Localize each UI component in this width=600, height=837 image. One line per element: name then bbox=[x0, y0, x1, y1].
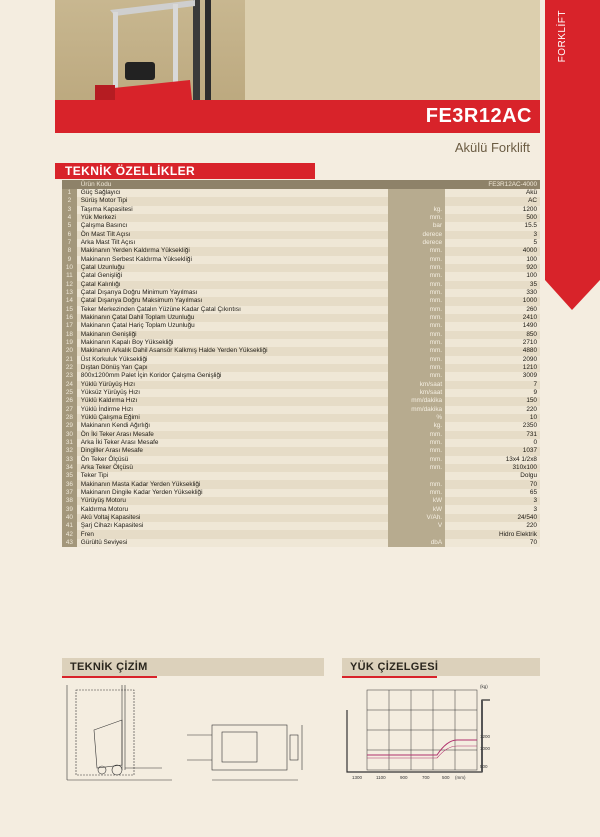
spec-row-unit: mm. bbox=[388, 322, 445, 330]
spec-row-label: Makinanın Yerden Kaldırma Yüksekliği bbox=[77, 247, 388, 255]
category-tab bbox=[545, 0, 600, 280]
spec-row-unit: kg. bbox=[388, 422, 445, 430]
spec-row-number: 13 bbox=[62, 289, 77, 297]
spec-row bbox=[62, 197, 540, 205]
spec-row-label: Makinanın Arkalık Dahil Asansör Kalkmış Halde Yerden Yüksekliği bbox=[77, 347, 388, 355]
model-subtitle: Akülü Forklift bbox=[454, 140, 530, 155]
load-y-tick: 500 bbox=[480, 764, 488, 769]
spec-row bbox=[62, 247, 540, 255]
spec-row-label: 800x1200mm Palet İçin Koridor Çalışma Genişliği bbox=[77, 372, 388, 380]
spec-row-number: 3 bbox=[62, 206, 77, 214]
spec-row-unit: mm. bbox=[388, 447, 445, 455]
spec-row-value: 65 bbox=[445, 489, 540, 497]
spec-row-value: 731 bbox=[445, 431, 540, 439]
load-y-tick: 1000 bbox=[480, 746, 491, 751]
spec-row-number: 37 bbox=[62, 489, 77, 497]
spec-row-value: 5 bbox=[445, 239, 540, 247]
spec-row-label: Çatal Dışarıya Doğru Minimum Yayılması bbox=[77, 289, 388, 297]
spec-row bbox=[62, 464, 540, 472]
spec-row bbox=[62, 306, 540, 314]
spec-row-number: 33 bbox=[62, 456, 77, 464]
spec-row-unit: mm. bbox=[388, 347, 445, 355]
spec-row-number: 17 bbox=[62, 322, 77, 330]
spec-row bbox=[62, 189, 540, 197]
spec-row-value: 1037 bbox=[445, 447, 540, 455]
spec-row-value: 4000 bbox=[445, 247, 540, 255]
spec-row-label: Şarj Cihazı Kapasitesi bbox=[77, 522, 388, 530]
spec-row bbox=[62, 431, 540, 439]
spec-row bbox=[62, 414, 540, 422]
spec-row-label: Makinanın Çatal Dahil Toplam Uzunluğu bbox=[77, 314, 388, 322]
spec-row-label: Çatal Genişliği bbox=[77, 272, 388, 280]
spec-row-number: 11 bbox=[62, 272, 77, 280]
load-x-tick: 1300 bbox=[352, 775, 363, 780]
spec-row bbox=[62, 472, 540, 480]
spec-row-number: 42 bbox=[62, 530, 77, 538]
spec-row-number: 25 bbox=[62, 389, 77, 397]
spec-row bbox=[62, 530, 540, 538]
spec-row-unit: derece bbox=[388, 231, 445, 239]
spec-header-value: FE3R12AC-4000 bbox=[445, 180, 540, 189]
spec-row bbox=[62, 281, 540, 289]
spec-row bbox=[62, 406, 540, 414]
spec-row-label: Makinanın Çatal Hariç Toplam Uzunluğu bbox=[77, 322, 388, 330]
spec-row-label: Çatal Uzunluğu bbox=[77, 264, 388, 272]
spec-row-label: Yük Merkezi bbox=[77, 214, 388, 222]
tech-drawing-title: TEKNİK ÇİZİM bbox=[70, 661, 148, 673]
spec-row-unit: mm. bbox=[388, 439, 445, 447]
spec-row-unit: mm. bbox=[388, 272, 445, 280]
load-x-tick: 1100 bbox=[376, 775, 386, 780]
spec-row-unit: V bbox=[388, 522, 445, 530]
spec-row-label: Gürültü Seviyesi bbox=[77, 539, 388, 547]
spec-row-unit: mm. bbox=[388, 372, 445, 380]
spec-title-bar bbox=[55, 163, 315, 179]
spec-row-number: 38 bbox=[62, 497, 77, 505]
spec-row-label: Ön Mast Tilt Açısı bbox=[77, 231, 388, 239]
spec-row-value: 3009 bbox=[445, 372, 540, 380]
spec-row-unit: % bbox=[388, 414, 445, 422]
spec-row bbox=[62, 364, 540, 372]
spec-row-value: 7 bbox=[445, 381, 540, 389]
spec-row-value: 3 bbox=[445, 231, 540, 239]
spec-row-unit: V/Ah. bbox=[388, 514, 445, 522]
spec-row bbox=[62, 422, 540, 430]
spec-row bbox=[62, 456, 540, 464]
spec-row-label: Makinanın Masta Kadar Yerden Yüksekliği bbox=[77, 480, 388, 488]
spec-row-label: Çatal Dışarıya Doğru Maksimum Yayılması bbox=[77, 297, 388, 305]
spec-row-value: 220 bbox=[445, 406, 540, 414]
spec-row-value: Hidro Elektrik bbox=[445, 530, 540, 538]
spec-row-label: Makinanın Kapalı Boy Yüksekliği bbox=[77, 339, 388, 347]
spec-row-unit: mm. bbox=[388, 456, 445, 464]
spec-row-value: 220 bbox=[445, 522, 540, 530]
spec-row-label: Sürüş Motor Tipi bbox=[77, 197, 388, 205]
spec-row-value: 3 bbox=[445, 505, 540, 513]
spec-row-label: Akü Voltaj Kapasitesi bbox=[77, 514, 388, 522]
spec-row bbox=[62, 214, 540, 222]
spec-row bbox=[62, 372, 540, 380]
spec-row-unit: km/saat bbox=[388, 381, 445, 389]
spec-row bbox=[62, 322, 540, 330]
spec-row-number: 31 bbox=[62, 439, 77, 447]
spec-row-number: 20 bbox=[62, 347, 77, 355]
spec-row-label: Yüklü Kaldırma Hızı bbox=[77, 397, 388, 405]
spec-row-unit bbox=[388, 189, 445, 197]
load-x-tick: 500 bbox=[442, 775, 450, 780]
spec-row-unit: mm. bbox=[388, 364, 445, 372]
spec-row-label: Makinanın Kendi Ağırlığı bbox=[77, 422, 388, 430]
spec-row-unit: mm. bbox=[388, 356, 445, 364]
spec-table bbox=[62, 180, 540, 547]
spec-row-unit: mm. bbox=[388, 264, 445, 272]
hero-image bbox=[55, 0, 540, 100]
spec-row bbox=[62, 222, 540, 230]
spec-row-number: 26 bbox=[62, 397, 77, 405]
spec-row-unit: kg. bbox=[388, 206, 445, 214]
spec-row-label: Teker Tipi bbox=[77, 472, 388, 480]
spec-row-number: 35 bbox=[62, 472, 77, 480]
spec-row-label: Makinanın Genişliği bbox=[77, 331, 388, 339]
load-x-unit: (mm) bbox=[455, 775, 466, 780]
spec-row-number: 40 bbox=[62, 514, 77, 522]
spec-row-number: 27 bbox=[62, 406, 77, 414]
spec-row-label: Arka Teker Ölçüsü bbox=[77, 464, 388, 472]
spec-row-value: 10 bbox=[445, 414, 540, 422]
spec-row-value: 15.5 bbox=[445, 222, 540, 230]
spec-row bbox=[62, 264, 540, 272]
spec-row-number: 32 bbox=[62, 447, 77, 455]
spec-row-unit: derece bbox=[388, 239, 445, 247]
spec-row-number: 8 bbox=[62, 247, 77, 255]
spec-row bbox=[62, 314, 540, 322]
spec-row-value: 70 bbox=[445, 539, 540, 547]
spec-row-number: 18 bbox=[62, 331, 77, 339]
spec-row bbox=[62, 522, 540, 530]
spec-row-value: 35 bbox=[445, 281, 540, 289]
spec-row-unit: mm. bbox=[388, 306, 445, 314]
spec-row-label: Makinanın Serbest Kaldırma Yüksekliği bbox=[77, 256, 388, 264]
spec-row-number: 23 bbox=[62, 372, 77, 380]
spec-row bbox=[62, 289, 540, 297]
spec-row-number: 16 bbox=[62, 314, 77, 322]
spec-row-unit: mm. bbox=[388, 339, 445, 347]
spec-row bbox=[62, 497, 540, 505]
spec-row-label: Fren bbox=[77, 530, 388, 538]
spec-row-number: 43 bbox=[62, 539, 77, 547]
load-x-tick: 700 bbox=[422, 775, 430, 780]
spec-title: TEKNİK ÖZELLİKLER bbox=[65, 164, 196, 178]
spec-row bbox=[62, 381, 540, 389]
spec-row-value: AC bbox=[445, 197, 540, 205]
spec-row-unit: mm. bbox=[388, 297, 445, 305]
spec-row-value: 2090 bbox=[445, 356, 540, 364]
spec-header-row bbox=[62, 180, 540, 189]
spec-row-number: 14 bbox=[62, 297, 77, 305]
spec-row bbox=[62, 272, 540, 280]
spec-row-number: 24 bbox=[62, 381, 77, 389]
spec-row-value: 1200 bbox=[445, 206, 540, 214]
spec-row-value: 920 bbox=[445, 264, 540, 272]
spec-row-label: Kaldırma Motoru bbox=[77, 505, 388, 513]
spec-row-value: 70 bbox=[445, 480, 540, 488]
spec-row bbox=[62, 514, 540, 522]
spec-row-number: 4 bbox=[62, 214, 77, 222]
spec-row-unit: mm. bbox=[388, 289, 445, 297]
spec-row-number: 19 bbox=[62, 339, 77, 347]
spec-row-label: Çalışma Basıncı bbox=[77, 222, 388, 230]
spec-row-value: 0 bbox=[445, 439, 540, 447]
spec-row bbox=[62, 539, 540, 547]
spec-row-number: 28 bbox=[62, 414, 77, 422]
load-chart bbox=[342, 680, 540, 790]
spec-row-number: 36 bbox=[62, 480, 77, 488]
spec-row-value: 850 bbox=[445, 331, 540, 339]
spec-row-value: 13x4 1/2x8 bbox=[445, 456, 540, 464]
spec-row-label: Güç Sağlayıcı bbox=[77, 189, 388, 197]
spec-row-value: 150 bbox=[445, 397, 540, 405]
spec-header-label: Ürün Kodu bbox=[77, 180, 388, 189]
spec-row-value: 3 bbox=[445, 497, 540, 505]
spec-row-unit: mm. bbox=[388, 247, 445, 255]
spec-row bbox=[62, 480, 540, 488]
spec-row bbox=[62, 505, 540, 513]
spec-row-value: 4880 bbox=[445, 347, 540, 355]
tech-drawing-header bbox=[62, 658, 324, 676]
spec-row-number: 29 bbox=[62, 422, 77, 430]
forklift-photo bbox=[55, 0, 275, 100]
spec-row-label: Çatal Kalınlığı bbox=[77, 281, 388, 289]
spec-row-number: 2 bbox=[62, 197, 77, 205]
spec-row-unit: mm. bbox=[388, 464, 445, 472]
spec-row-value: 1000 bbox=[445, 297, 540, 305]
spec-row-number: 7 bbox=[62, 239, 77, 247]
load-unit-label: (kg) bbox=[480, 684, 488, 689]
spec-row-label: Ön Teker Ölçüsü bbox=[77, 456, 388, 464]
spec-row-unit: bar bbox=[388, 222, 445, 230]
spec-row-value: 2710 bbox=[445, 339, 540, 347]
model-title: FE3R12AC bbox=[425, 105, 532, 127]
spec-row-unit: mm. bbox=[388, 281, 445, 289]
category-tab-label: FORKLİFT bbox=[557, 10, 568, 63]
spec-row bbox=[62, 397, 540, 405]
spec-row-label: Yüksüz Yürüyüş Hızı bbox=[77, 389, 388, 397]
spec-row-number: 10 bbox=[62, 264, 77, 272]
spec-row-number: 9 bbox=[62, 256, 77, 264]
spec-row-value: 1490 bbox=[445, 322, 540, 330]
spec-row-number: 22 bbox=[62, 364, 77, 372]
spec-row-unit: mm. bbox=[388, 431, 445, 439]
spec-row-value: 500 bbox=[445, 214, 540, 222]
spec-row-unit: kW bbox=[388, 505, 445, 513]
spec-row bbox=[62, 347, 540, 355]
spec-row-value: 260 bbox=[445, 306, 540, 314]
spec-row-number: 39 bbox=[62, 505, 77, 513]
spec-row-label: Yüklü İndirme Hızı bbox=[77, 406, 388, 414]
spec-row-unit: mm. bbox=[388, 331, 445, 339]
spec-row-number: 5 bbox=[62, 222, 77, 230]
spec-row-value: 100 bbox=[445, 272, 540, 280]
spec-row bbox=[62, 206, 540, 214]
spec-row-unit bbox=[388, 472, 445, 480]
load-chart-header bbox=[342, 658, 540, 676]
spec-row-number: 12 bbox=[62, 281, 77, 289]
spec-row bbox=[62, 297, 540, 305]
load-chart-title: YÜK ÇİZELGESİ bbox=[350, 661, 439, 673]
spec-row-unit: mm/dakika bbox=[388, 406, 445, 414]
spec-row-label: Yürüyüş Motoru bbox=[77, 497, 388, 505]
spec-row bbox=[62, 256, 540, 264]
spec-row-unit: kW bbox=[388, 497, 445, 505]
spec-row bbox=[62, 447, 540, 455]
spec-row-value: 2410 bbox=[445, 314, 540, 322]
spec-row-value: 2350 bbox=[445, 422, 540, 430]
spec-row-unit: mm. bbox=[388, 214, 445, 222]
spec-row-unit: km/saat bbox=[388, 389, 445, 397]
spec-row-label: Üst Korkuluk Yüksekliği bbox=[77, 356, 388, 364]
spec-row-unit bbox=[388, 530, 445, 538]
spec-row-unit bbox=[388, 197, 445, 205]
spec-row-label: Dıştan Dönüş Yarı Çapı bbox=[77, 364, 388, 372]
spec-row-value: Akü bbox=[445, 189, 540, 197]
spec-row-label: Taşıma Kapasitesi bbox=[77, 206, 388, 214]
spec-row-number: 34 bbox=[62, 464, 77, 472]
spec-row-value: 310x100 bbox=[445, 464, 540, 472]
spec-row-number: 21 bbox=[62, 356, 77, 364]
spec-row-value: 100 bbox=[445, 256, 540, 264]
spec-row-number: 6 bbox=[62, 231, 77, 239]
spec-row-unit: mm. bbox=[388, 314, 445, 322]
spec-row-label: Dingiller Arası Mesafe bbox=[77, 447, 388, 455]
spec-row-unit: dbA bbox=[388, 539, 445, 547]
spec-row-label: Yüklü Yürüyüş Hızı bbox=[77, 381, 388, 389]
spec-row bbox=[62, 356, 540, 364]
spec-row-value: 24/540 bbox=[445, 514, 540, 522]
spec-row bbox=[62, 231, 540, 239]
spec-row-number: 15 bbox=[62, 306, 77, 314]
spec-row-label: Ön İki Teker Arası Mesafe bbox=[77, 431, 388, 439]
model-band bbox=[55, 100, 540, 133]
spec-row-value: 1210 bbox=[445, 364, 540, 372]
spec-row bbox=[62, 439, 540, 447]
spec-row-number: 30 bbox=[62, 431, 77, 439]
spec-row-unit: mm. bbox=[388, 256, 445, 264]
load-y-tick: 1200 bbox=[480, 734, 491, 739]
spec-row-label: Arka İki Teker Arası Mesafe bbox=[77, 439, 388, 447]
spec-row bbox=[62, 331, 540, 339]
technical-drawing bbox=[62, 680, 327, 790]
spec-row-label: Yüklü Çalışma Eğimi bbox=[77, 414, 388, 422]
spec-row bbox=[62, 239, 540, 247]
spec-row-unit: mm. bbox=[388, 489, 445, 497]
spec-row-label: Makinanın Dingile Kadar Yerden Yüksekliği bbox=[77, 489, 388, 497]
spec-row-unit: mm/dakika bbox=[388, 397, 445, 405]
load-x-tick: 900 bbox=[400, 775, 408, 780]
spec-row-label: Arka Mast Tilt Açısı bbox=[77, 239, 388, 247]
spec-row-value: Dolgu bbox=[445, 472, 540, 480]
spec-row-value: 330 bbox=[445, 289, 540, 297]
spec-row bbox=[62, 489, 540, 497]
spec-row bbox=[62, 389, 540, 397]
spec-row-value: 9 bbox=[445, 389, 540, 397]
spec-row-label: Teker Merkezinden Çatalın Yüzüne Kadar Çatal Çıkıntısı bbox=[77, 306, 388, 314]
spec-row-number: 1 bbox=[62, 189, 77, 197]
spec-row-number: 41 bbox=[62, 522, 77, 530]
spec-row bbox=[62, 339, 540, 347]
spec-row-unit: mm. bbox=[388, 480, 445, 488]
